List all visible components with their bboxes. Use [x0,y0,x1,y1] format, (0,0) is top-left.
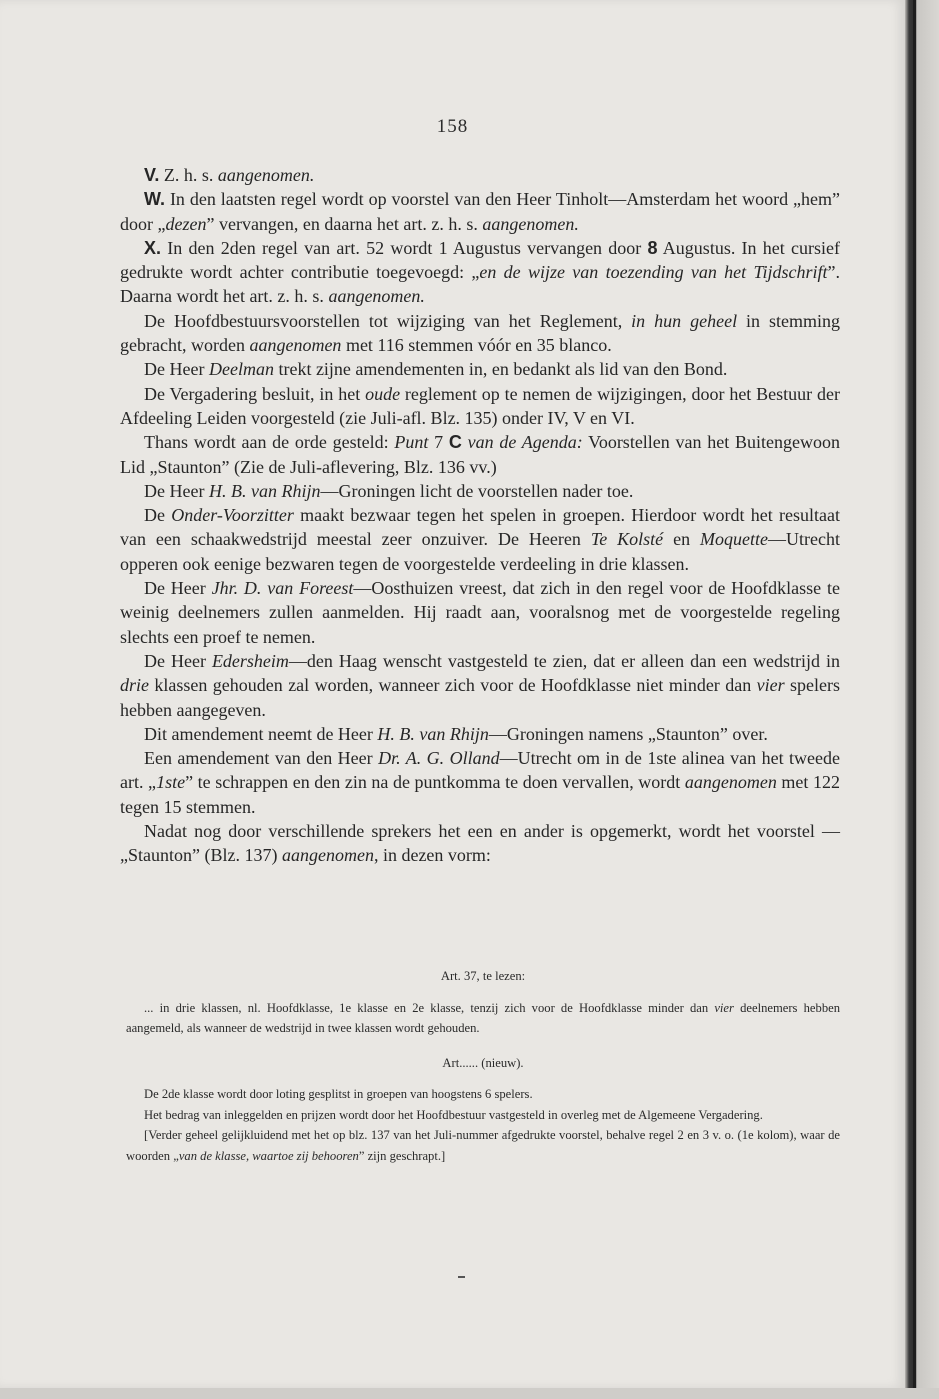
text-run: met 116 stemmen vóór en 35 blanco. [341,335,612,356]
italic-run: van de Agenda: [461,432,583,453]
text-run: —Groningen namens „Staunton” over. [488,723,768,744]
article-heading: Art...... (nieuw). [442,1055,524,1070]
text-run: Z. h. s. [159,165,218,185]
italic-run: 1ste [156,772,186,793]
text-run: De Heer [144,650,212,671]
text-run: De Vergadering besluit, in het [144,383,366,404]
bold-run: C [448,432,462,453]
italic-run: H. B. van Rhijn [377,723,489,744]
paragraph-w [120,187,840,236]
text-run: —den Haag wenscht vastgesteld te zien, dat er alleen dan een wedstrijd in [288,650,840,671]
italic-run: Onder-Voorzitter [171,505,294,526]
italic-run: Jhr. D. van Foreest [211,578,354,599]
item-marker: X. [144,237,162,258]
text-run: maakt bezwaar tegen het spelen in groepen. Hierdoor wordt het resultaat van een schaakwedstrijd meestal zeer onzuiver. De Heeren [120,505,840,550]
text-run: ” te schrappen en den zin na de puntkomma te doen vervallen, wordt [185,772,685,793]
paragraph [120,722,840,746]
italic-run: Punt [394,432,429,453]
italic-run: Moquette [700,529,768,550]
text-run: Thans wordt aan de orde gesteld: [144,432,395,453]
text-run: deelnemers hebben aangemeld, als wanneer de wedstrijd in twee klassen wordt gehouden. [126,1000,840,1035]
text-run: spelers hebben aangegeven. [120,675,841,720]
text-run: In den 2den regel van art. 52 wordt 1 Augustus vervangen door [161,237,648,258]
italic-run: Edersheim [211,650,289,671]
paragraph [120,309,840,358]
text-run: Nadat nog door verschillende sprekers het een en ander is opgemerkt, wordt het voorstel — „Staunton” (Blz. 137) [120,821,840,866]
italic-run: dezen [165,213,207,234]
item-marker: W. [144,189,165,210]
text-run: —Utrecht opperen ook eenige bezwaren tegen de voorgestelde verdeeling in drie klassen. [120,529,840,574]
italic-run: aangenomen [684,772,777,793]
text-run: —Utrecht om in de 1ste alinea van het tweede art. „ [120,748,840,793]
page-edge-shadow [905,0,939,1399]
text-run: De Heer [144,359,209,380]
text-run: ... in drie klassen, nl. Hoofdklasse, 1e klasse en 2e klasse, tenzij zich voor de Hoofdklasse minder dan [144,1000,715,1015]
text-run: De Heer [144,480,209,501]
paragraph [120,649,840,722]
paragraph [120,503,840,576]
article-block [126,966,840,1166]
text-run: met 122 tegen 15 stemmen. [120,772,841,817]
italic-run: van de klasse, waartoe zij behooren [178,1148,359,1163]
article-text [126,998,840,1039]
text-run: in stemming gebracht, worden [120,310,841,356]
page-number: 158 [436,116,469,137]
text-run: De Heer [144,578,212,599]
text-run: Voorstellen van het Buitengewoon Lid „Staunton” (Zie de Juli-aflevering, Blz. 136 vv.) [120,432,840,477]
italic-run: H. B. van Rhijn [208,480,321,501]
article-heading: Art. 37, te lezen: [440,969,526,983]
italic-run: Te Kolsté [590,529,664,550]
paragraph [120,576,840,649]
text-run: [Verder geheel gelijkluidend met het op blz. 137 van het Juli-nummer afgedrukte voorstel, behalve regel 2 en 3 v. o. (1e kolom), waar de woorden „ [126,1128,840,1163]
page-bottom-band [0,1388,939,1399]
italic-run: vier [714,1000,734,1015]
italic-run: Dr. A. G. Olland [378,748,500,769]
italic-run: drie [120,675,149,696]
page-edge-line [913,0,916,1399]
paragraph [120,357,840,381]
text-run: ” zijn geschrapt.] [358,1148,446,1163]
article-text: De 2de klasse wordt door loting gesplitst in groepen van hoogstens 6 spelers. [144,1087,533,1101]
text-run: —Groningen licht de voorstellen nader toe. [320,480,634,501]
text-run: , in dezen vorm: [373,845,491,866]
text-run: ”. Daarna wordt het art. z. h. s. [120,262,840,307]
italic-run: aangenomen [281,845,374,866]
text-run: 7 [428,432,449,453]
paragraph-v [120,163,840,187]
text-run: klassen gehouden zal worden, wanneer zich voor de Hoofdklasse niet minder dan [149,675,757,696]
bottom-dash-mark [458,1276,465,1278]
italic-run: oude [365,383,401,404]
article-note [126,1125,840,1166]
italic-run: aangenomen. [217,165,315,185]
text-run: trekt zijne amendementen in, en bedankt als lid van den Bond. [273,359,728,380]
italic-run: Deelman [208,359,274,380]
text-run: De [144,505,172,526]
italic-run: aangenomen [249,335,342,356]
item-marker: V. [144,165,160,185]
paragraph [120,382,840,431]
paragraph [120,746,840,819]
italic-run: aangenomen. [482,213,579,234]
text-run: De Hoofdbestuursvoorstellen tot wijziging van het Reglement, [144,310,632,331]
paragraph-x [120,236,840,309]
text-run: Een amendement van den Heer [144,748,379,769]
text-run: —Oosthuizen vreest, dat zich in den regel voor de Hoofdklasse te weinig deelnemers zullen aanmelden. Hij raadt aan, vooralsnog met de voorgestelde regeling slechts een proef te nemen. [120,578,840,647]
text-run: ” vervangen, en daarna het art. z. h. s. [206,213,483,234]
paragraph [120,430,840,479]
italic-run: in hun geheel [631,310,738,331]
body-text [120,163,840,868]
article-text: Het bedrag van inleggelden en prijzen wordt door het Hoofdbestuur vastgesteld in overleg met de Algemeene Vergadering. [144,1107,763,1122]
text-run: Augustus. In het cursief gedrukte wordt achter contributie toegevoegd: „ [120,237,840,283]
paragraph [120,819,840,868]
italic-run: en de wijze van toezending van het Tijdschrift [479,262,828,283]
text-run: reglement op te nemen de wijzigingen, door het Bestuur der Afdeeling Leiden voorgesteld (zie Juli-afl. Blz. 135) onder IV, V en VI. [120,383,840,428]
bold-run: 8 [647,237,658,258]
text-run: Dit amendement neemt de Heer [144,723,378,744]
text-run: en [663,529,701,550]
paragraph [120,479,840,503]
italic-run: vier [756,675,785,696]
italic-run: aangenomen. [328,286,425,307]
text-run: In den laatsten regel wordt op voorstel van den Heer Tinholt—Amsterdam het woord „hem” door „ [120,189,840,234]
